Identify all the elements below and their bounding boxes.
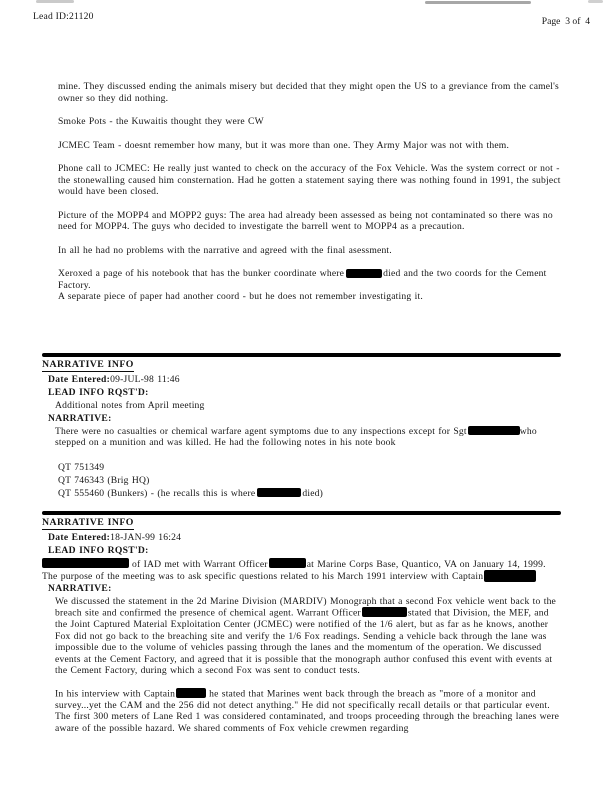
paragraph: Smoke Pots - the Kuwaitis thought they were CW [58,116,264,127]
paragraph: Phone call to JCMEC: He really just wanted to check on the accuracy of the Fox Vehicle. Was the system correct or not - the stonewalling caused him consternation. Had he gotten a statement saying there was nothing found in 1991, the subject would have been closed. [58,163,561,197]
paragraph: Picture of the MOPP4 and MOPP2 guys: The area had already been assessed as being not contaminated so there was no need for MOPP4. The guys who decided to investigate the barrell went to MOPP4 as a precaution. [58,209,553,232]
date-entered-row [48,374,561,386]
narrative-label: NARRATIVE: [48,412,112,424]
section-divider-bar [42,511,561,515]
paragraph-text: died) [302,487,324,499]
lead-id-label: Lead ID:21120 [33,11,94,22]
narrative-info-section-2 [42,511,561,734]
page-number-label: Page 3 of 4 [541,16,590,27]
coordinate-item: QT 746343 (Brig HQ) [58,474,150,486]
redaction-box [468,426,520,436]
redaction-box [257,488,301,498]
scan-artifact [425,1,531,4]
paragraph-text: In his interview with Captain [55,688,176,700]
paragraph-text: Xeroxed a page of his notebook that has the bunker coordinate where [58,268,345,279]
narrative-paragraph [55,596,561,677]
meeting-notes [58,81,561,315]
redaction-box [362,607,407,617]
narrative-paragraph [55,688,561,735]
lead-info-text: Additional notes from April meeting [55,399,205,411]
date-entered-value: 09-JUL-98 11:46 [110,373,180,385]
paragraph-text: who stepped on a munition and was killed. He had the following notes in his note book [55,425,537,449]
paragraph: A separate piece of paper had another coord - but he does not remember investigating it. [58,291,423,302]
paragraph-text: died and the two coords for the Cement Factory. [58,268,547,291]
redaction-box [346,269,382,278]
lead-info-paragraph [42,558,561,583]
paragraph-text: stated that Division, the MEF, and the Joint Captured Material Exploitation Center (JCMEC) were notified of the 1/6 alert, but as far as he knows, another Fox did not go back to the breaching site and verify the 1/6 Fox readings. Sending a vehicle back through the lane was impossible due to the volume of vehicles passing through the lanes and the momentum of the operation. We discussed events at the Cement Factory, and agreed that it is possible that the monograph author confused this event with events at the Cement Factory, during which a second Fox was sent to conduct tests. [55,607,553,677]
paragraph: JCMEC Team - doesnt remember how many, but it was more than one. They Army Major was not with them. [58,139,510,151]
lead-info-rqstd-label: LEAD INFO RQST'D: [48,386,149,398]
narrative-info-section-1 [42,353,561,500]
paragraph-text: There were no casualties or chemical warfare agent symptoms due to any inspections except for Sgt [55,425,467,437]
date-entered-label: Date Entered: [48,531,111,543]
paragraph: mine. They discussed ending the animals misery but decided that they might open the US to a greviance from the camel's owner so they did nothing. [58,81,559,104]
coordinate-list [58,461,561,500]
date-entered-row [48,532,561,544]
redaction-box [484,570,536,582]
paragraph: In all he had no problems with the narrative and agreed with the final asessment. [58,244,392,256]
date-entered-label: Date Entered: [48,373,111,385]
scan-artifact [36,0,74,3]
date-entered-value: 18-JAN-99 16:24 [110,531,182,543]
redaction-box [42,558,129,569]
paragraph-text: We discussed the statement in the 2d Marine Division (MARDIV) Monograph that a second Fox vehicle went back to the breach site and confirmed the presence of chemical agent. Warrant Officer [55,595,557,619]
coordinate-item: QT 751349 [58,461,105,473]
redaction-box [176,688,206,698]
narrative-paragraph [55,426,561,449]
redaction-box [269,558,306,568]
paragraph-text: of IAD met with Warrant Officer [132,558,268,570]
paragraph-text: QT 555460 (Bunkers) - (he recalls this is where [58,487,256,499]
paragraph [58,268,561,291]
scan-artifact [588,0,603,3]
section-divider-bar [42,353,561,357]
narrative-label: NARRATIVE: [48,582,112,594]
coordinate-item [58,487,561,500]
lead-info-rqstd-label: LEAD INFO RQST'D: [48,544,149,556]
section-title: NARRATIVE INFO [42,516,134,528]
section-title: NARRATIVE INFO [42,358,134,370]
paragraph-text: at Marine Corps Base, Quantico, VA on January 14, 1999. The purpose of the meeting was to ask specific questions related to his March 1991 interview with Captain [42,558,546,583]
paragraph-text: he stated that Marines went back through the breach as "more of a monitor and survey...yet the CAM and the 256 did not detect anything." He did not specifically recall details or that particular event. The first 300 meters of Lane Red 1 was considered contaminated, and troops proceeding through the breaching lanes were aware of the possible hazard. We shared comments of Fox vehicle crewmen regarding [55,688,560,734]
